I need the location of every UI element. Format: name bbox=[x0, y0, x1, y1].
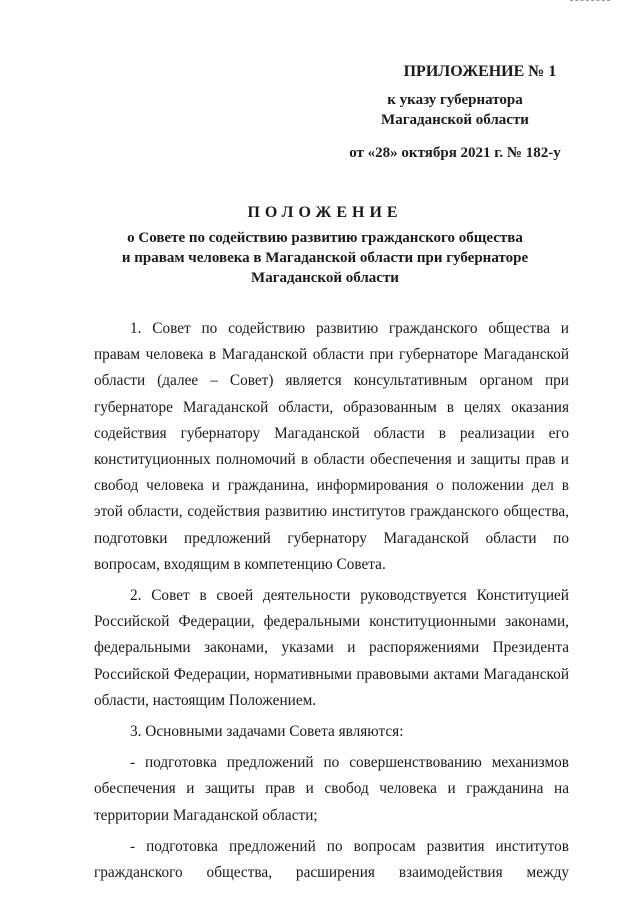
decree-date: от «28» октября 2021 г. № 182-у bbox=[349, 145, 561, 161]
document-body bbox=[94, 316, 569, 891]
paragraph-1: 1. Совет по содействию развитию гражданского общества и правам человека в Магаданской области при губернаторе Магаданской области (далее – Совет) является консультативным органом при губернаторе Магаданской области, образованным в целях оказания содействия губернатору Магаданской области в реализации его конституционных полномочий в области обеспечения и защиты прав и свобод человека и гражданина, информирования о положении дел в этой области, содействия развитию институтов гражданского общества, подготовки предложений губернатору Магаданской области по вопросам, входящим в компетенцию Совета. bbox=[94, 320, 569, 573]
annex-header bbox=[330, 62, 580, 163]
document-title-block bbox=[90, 202, 560, 288]
subtitle-line-2: и правам человека в Магаданской области при губернаторе bbox=[121, 250, 529, 266]
annex-number: ПРИЛОЖЕНИЕ № 1 bbox=[403, 63, 557, 80]
paragraph-3: 3. Основными задачами Совета являются: bbox=[130, 723, 404, 741]
scan-edge-mark bbox=[570, 0, 610, 3]
document-subtitle bbox=[90, 228, 560, 288]
decree-reference-line2: Магаданской области bbox=[381, 112, 529, 128]
paragraph-4: - подготовка предложений по совершенствованию механизмов обеспечения и защиты прав и свобод человека и гражданина на территории Магаданской области; bbox=[94, 754, 569, 824]
subtitle-line-1: о Совете по содействию развитию гражданского общества bbox=[127, 230, 523, 246]
paragraph-5: - подготовка предложений по вопросам развития институтов гражданского общества, расширения взаимодействия между bbox=[94, 837, 569, 882]
paragraph-2: 2. Совет в своей деятельности руководствуется Конституцией Российской Федерации, федеральными конституционными законами, федеральными законами, указами и распоряжениями Президента Российской Федерации, нормативными правовыми актами Магаданской области, настоящим Положением. bbox=[94, 587, 569, 709]
decree-reference-line1: к указу губернатора bbox=[387, 92, 523, 108]
subtitle-line-3: Магаданской области bbox=[251, 270, 399, 286]
document-title: ПОЛОЖЕНИЕ bbox=[247, 204, 403, 221]
